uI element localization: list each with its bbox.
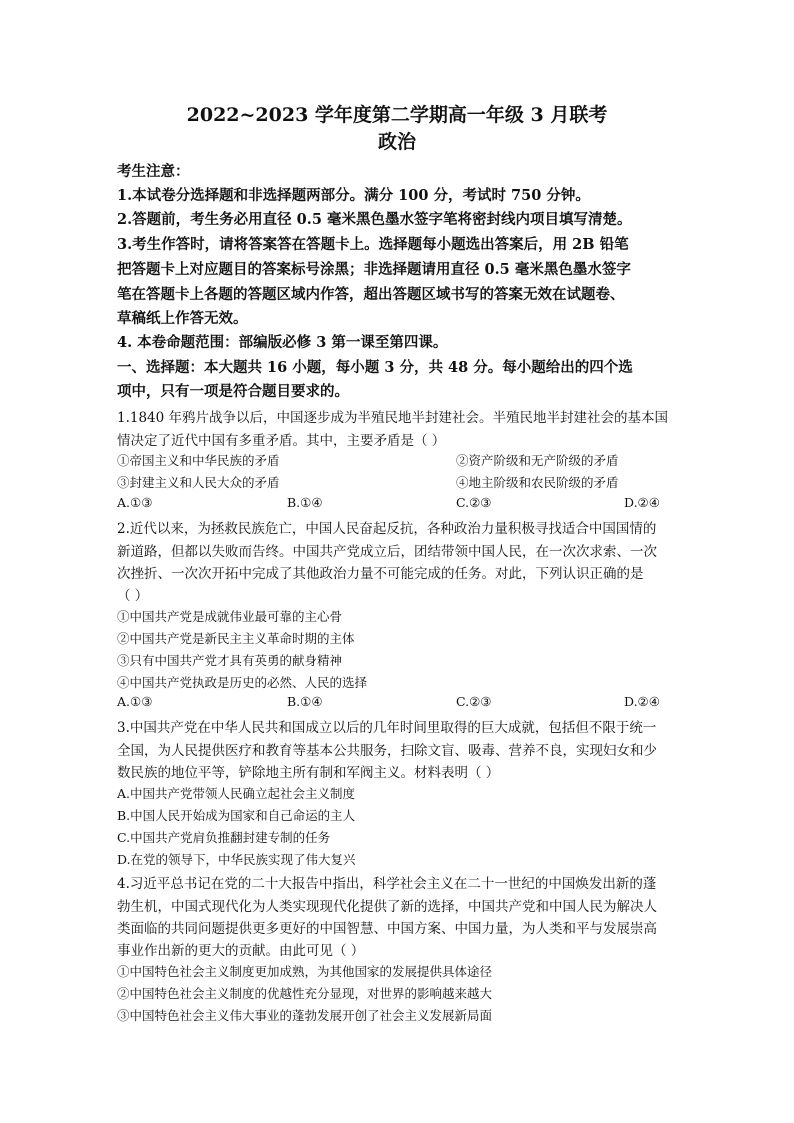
q4-stem-line-1: 4.习近平总书记在党的二十大报告中指出，科学社会主义在二十一世纪的中国焕发出新的蓬 — [117, 876, 657, 892]
notice-item-3-line-4: 草稿纸上作答无效。 — [117, 310, 248, 327]
q2-stem-line-3: 次挫折、一次次开拓中完成了其他政治力量不可能完成的任务。对此，下列认识正确的是 — [117, 566, 644, 582]
notice-item-3-line-1: 3.考生作答时，请将答案答在答题卡上。选择题每小题选出答案后，用 2B 铅笔 — [117, 236, 629, 253]
q3-stem-line-2: 全国，为人民提供医疗和教育等基本公共服务，扫除文盲、吸毒、营养不良，实现妇女和少 — [117, 743, 657, 759]
q4-stem-line-2: 勃生机，中国式现代化为人类实现现代化提供了新的选择，中国共产党和中国人民为解决人 — [117, 899, 657, 915]
q3-stem-line-3: 数民族的地位平等，铲除地主所有制和军阀主义。材料表明（ ） — [117, 765, 500, 781]
q1-option-a: A.①③ — [117, 495, 153, 510]
q2-stem-line-2: 新道路，但都以失败而告终。中国共产党成立后，团结带领中国人民，在一次次求索、一次 — [117, 544, 657, 560]
q4-statement-1: ①中国特色社会主义制度更加成熟，为其他国家的发展提供具体途径 — [117, 964, 493, 979]
q3-option-b: B.中国人民开始成为国家和自己命运的主人 — [117, 808, 356, 823]
q4-statement-3: ③中国特色社会主义伟大事业的蓬勃发展开创了社会主义发展新局面 — [117, 1008, 493, 1023]
q1-option-d: D.②④ — [624, 495, 660, 510]
q2-stem-line-4: （ ） — [117, 588, 149, 604]
q3-option-d: D.在党的领导下，中华民族实现了伟大复兴 — [117, 852, 356, 867]
notice-item-3-line-3: 笔在答题卡上各题的答题区域内作答，超出答题区域书写的答案无效在试题卷、 — [117, 286, 625, 303]
q1-statement-1: ①帝国主义和中华民族的矛盾 — [117, 453, 280, 468]
q1-statement-2: ②资产阶级和无产阶级的矛盾 — [456, 453, 619, 468]
q2-statement-4: ④中国共产党执政是历史的必然、人民的选择 — [117, 675, 368, 690]
q1-stem-line-2: 情决定了近代中国有多重矛盾。其中，主要矛盾是（ ） — [117, 433, 446, 449]
notice-item-3-line-2: 把答题卡上对应题目的答案标号涂黑；非选择题请用直径 0.5 毫米黑色墨水签字 — [117, 261, 631, 278]
q2-stem-line-1: 2.近代以来，为拯救民族危亡，中国人民奋起反抗，各种政治力量积极寻找适合中国国情的 — [117, 521, 657, 537]
notice-item-1: 1.本试卷分选择题和非选择题两部分。满分 100 分，考试时 750 分钟。 — [117, 187, 590, 204]
q2-option-a: A.①③ — [117, 694, 153, 709]
q4-stem-line-4: 事业作出新的更大的贡献。由此可见（ ） — [117, 943, 365, 959]
q4-statement-2: ②中国特色社会主义制度的优越性充分显现，对世界的影响越来越大 — [117, 986, 493, 1001]
q1-option-b: B.①④ — [287, 495, 323, 510]
q1-statement-3: ③封建主义和人民大众的矛盾 — [117, 475, 280, 490]
q1-option-c: C.②③ — [456, 495, 492, 510]
q2-statement-3: ③只有中国共产党才具有英勇的献身精神 — [117, 653, 343, 668]
notice-item-2: 2.答题前，考生务必用直径 0.5 毫米黑色墨水签字笔将密封线内项目填写清楚。 — [117, 211, 632, 228]
q3-option-c: C.中国共产党肩负推翻封建专制的任务 — [117, 830, 331, 845]
notice-heading: 考生注意： — [117, 163, 190, 180]
section-1-heading-line-1: 一、选择题：本大题共 16 小题，每小题 3 分，共 48 分。每小题给出的四个选 — [117, 359, 633, 376]
q1-statement-4: ④地主阶级和农民阶级的矛盾 — [456, 475, 619, 490]
subject-title: 政治 — [377, 131, 416, 153]
q2-statement-2: ②中国共产党是新民主主义革命时期的主体 — [117, 631, 355, 646]
q2-option-c: C.②③ — [456, 694, 492, 709]
q2-option-d: D.②④ — [624, 694, 660, 709]
q3-option-a: A.中国共产党带领人民确立起社会主义制度 — [117, 786, 356, 801]
q1-stem-line-1: 1.1840 年鸦片战争以后，中国逐步成为半殖民地半封建社会。半殖民地半封建社会的基本国 — [117, 410, 669, 426]
notice-item-4: 4. 本卷命题范围：部编版必修 3 第一课至第四课。 — [117, 334, 448, 351]
exam-title: 2022~2023 学年度第二学期高一年级 3 月联考 — [186, 104, 608, 126]
section-1-heading-line-2: 项中，只有一项是符合题目要求的。 — [117, 383, 349, 400]
q4-stem-line-3: 类面临的共同问题提供更多更好的中国智慧、中国方案、中国力量，为人类和平与发展崇高 — [117, 921, 657, 937]
q2-statement-1: ①中国共产党是成就伟业最可靠的主心骨 — [117, 609, 343, 624]
q3-stem-line-1: 3.中国共产党在中华人民共和国成立以后的几年时间里取得的巨大成就，包括但不限于统一 — [117, 720, 657, 736]
q2-option-b: B.①④ — [287, 694, 323, 709]
